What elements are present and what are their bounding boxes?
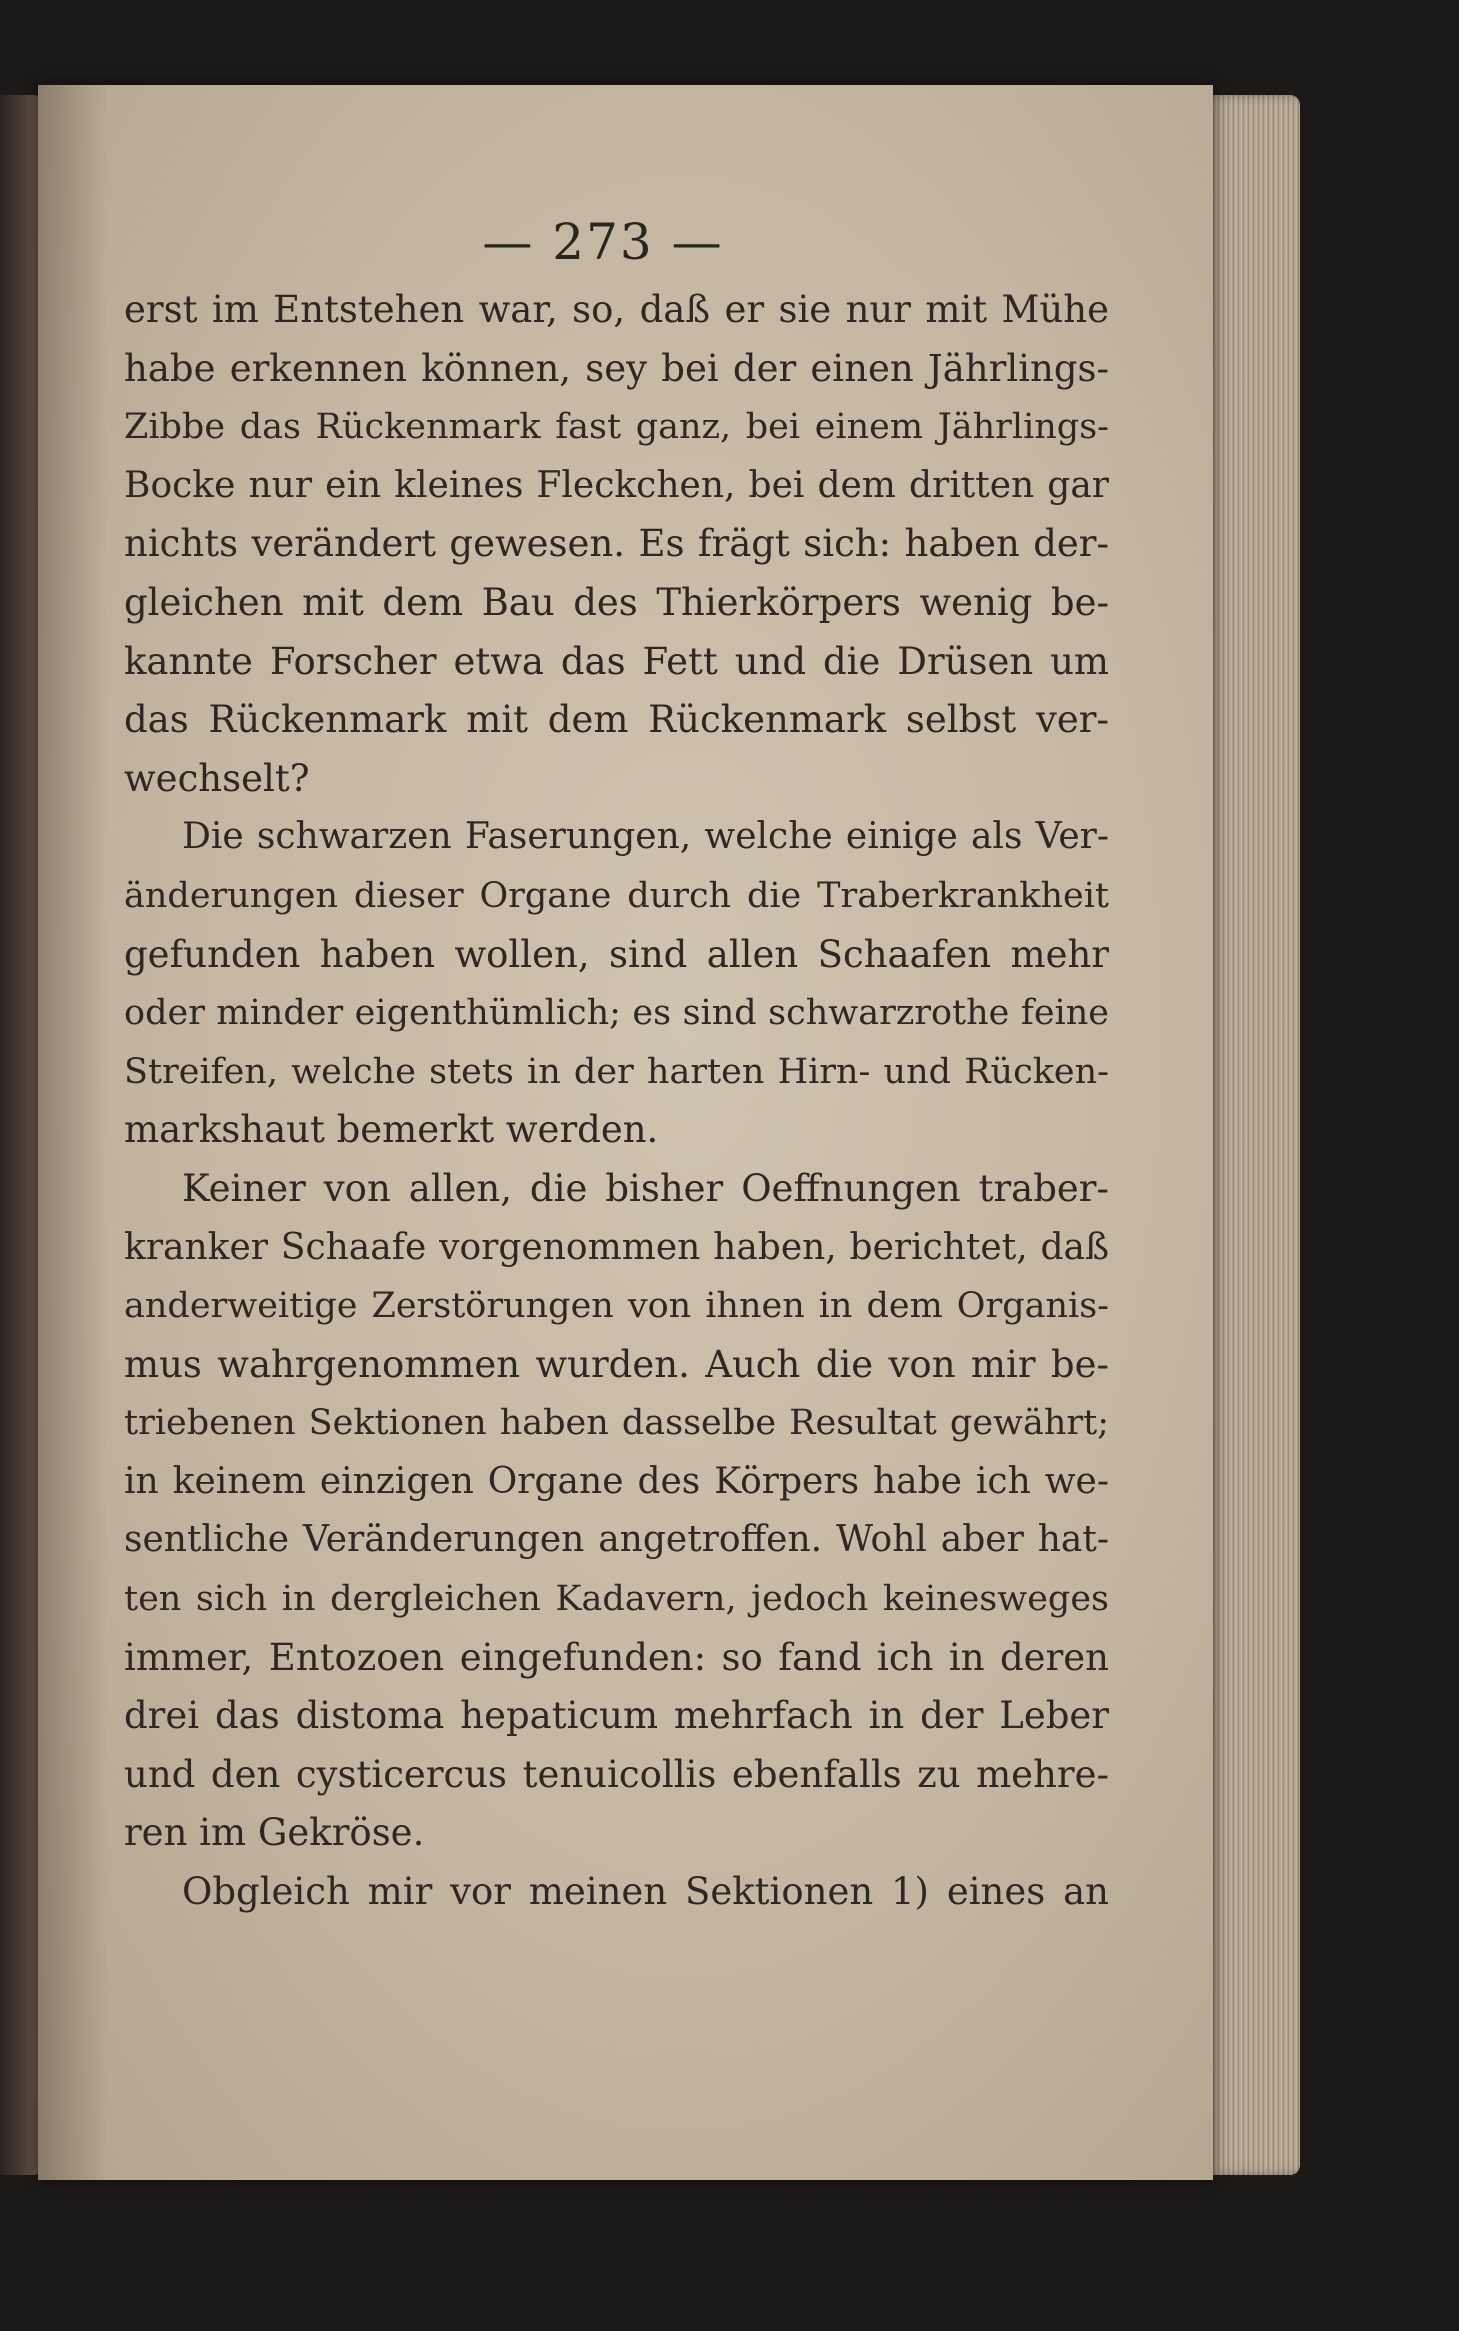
text-line: und den cysticercus tenuicollis ebenfalls zu mehre- [124, 1752, 1109, 1796]
gutter-shadow [38, 85, 108, 2180]
text-line: änderungen dieser Organe durch die Traberkrankheit [124, 875, 1109, 916]
text-line: wechselt? [124, 756, 310, 800]
text-line: Zibbe das Rückenmark fast ganz, bei einem Jährlings- [124, 407, 1109, 448]
text-line: gefunden haben wollen, sind allen Schaafen mehr [124, 932, 1109, 976]
text-line: das Rückenmark mit dem Rückenmark selbst ver- [124, 698, 1109, 742]
text-line: ren im Gekröse. [124, 1811, 425, 1855]
text-line: Obgleich mir vor meinen Sektionen 1) eines an [182, 1870, 1109, 1914]
text-line: Streifen, welche stets in der harten Hirn- und Rücken- [124, 1051, 1109, 1092]
page-number-header: — 273 — [482, 213, 724, 271]
text-line: Keiner von allen, die bisher Oeffnungen traber- [182, 1166, 1109, 1210]
text-line: Bocke nur ein kleines Fleckchen, bei dem dritten gar [124, 464, 1109, 506]
body-text [124, 281, 1109, 1922]
text-line: nichts verändert gewesen. Es frägt sich: haben der- [124, 522, 1109, 566]
left-page-edge [0, 95, 40, 2175]
text-line: Die schwarzen Faserungen, welche einige als Ver- [182, 816, 1109, 858]
text-line: in keinem einzigen Organe des Körpers habe ich we- [124, 1460, 1109, 1502]
text-line: kannte Forscher etwa das Fett und die Drüsen um [124, 639, 1109, 683]
text-line: triebenen Sektionen haben dasselbe Resultat gewährt; [124, 1403, 1109, 1444]
text-line: anderweitige Zerstörungen von ihnen in dem Organis- [124, 1286, 1109, 1327]
text-line: erst im Entstehen war, so, daß er sie nur mit Mühe [124, 288, 1109, 331]
text-line: habe erkennen können, sey bei der einen Jährlings- [124, 346, 1109, 390]
text-line: gleichen mit dem Bau des Thierkörpers wenig be- [124, 580, 1109, 624]
text-line: drei das distoma hepaticum mehrfach in der Leber [124, 1694, 1109, 1738]
text-line: mus wahrgenommen wurden. Auch die von mir be- [124, 1342, 1109, 1386]
text-line: ten sich in dergleichen Kadavern, jedoch keinesweges [124, 1579, 1109, 1620]
text-line: markshaut bemerkt werden. [124, 1108, 659, 1152]
text-line: kranker Schaafe vorgenommen haben, berichtet, daß [124, 1226, 1109, 1268]
book-page [38, 85, 1213, 2180]
page-stack-edge [1205, 95, 1300, 2175]
text-line: oder minder eigenthümlich; es sind schwarzrothe feine [124, 993, 1109, 1034]
text-line: sentliche Veränderungen angetroffen. Wohl aber hat- [124, 1519, 1109, 1561]
text-line: immer, Entozoen eingefunden: so fand ich in deren [124, 1635, 1109, 1679]
